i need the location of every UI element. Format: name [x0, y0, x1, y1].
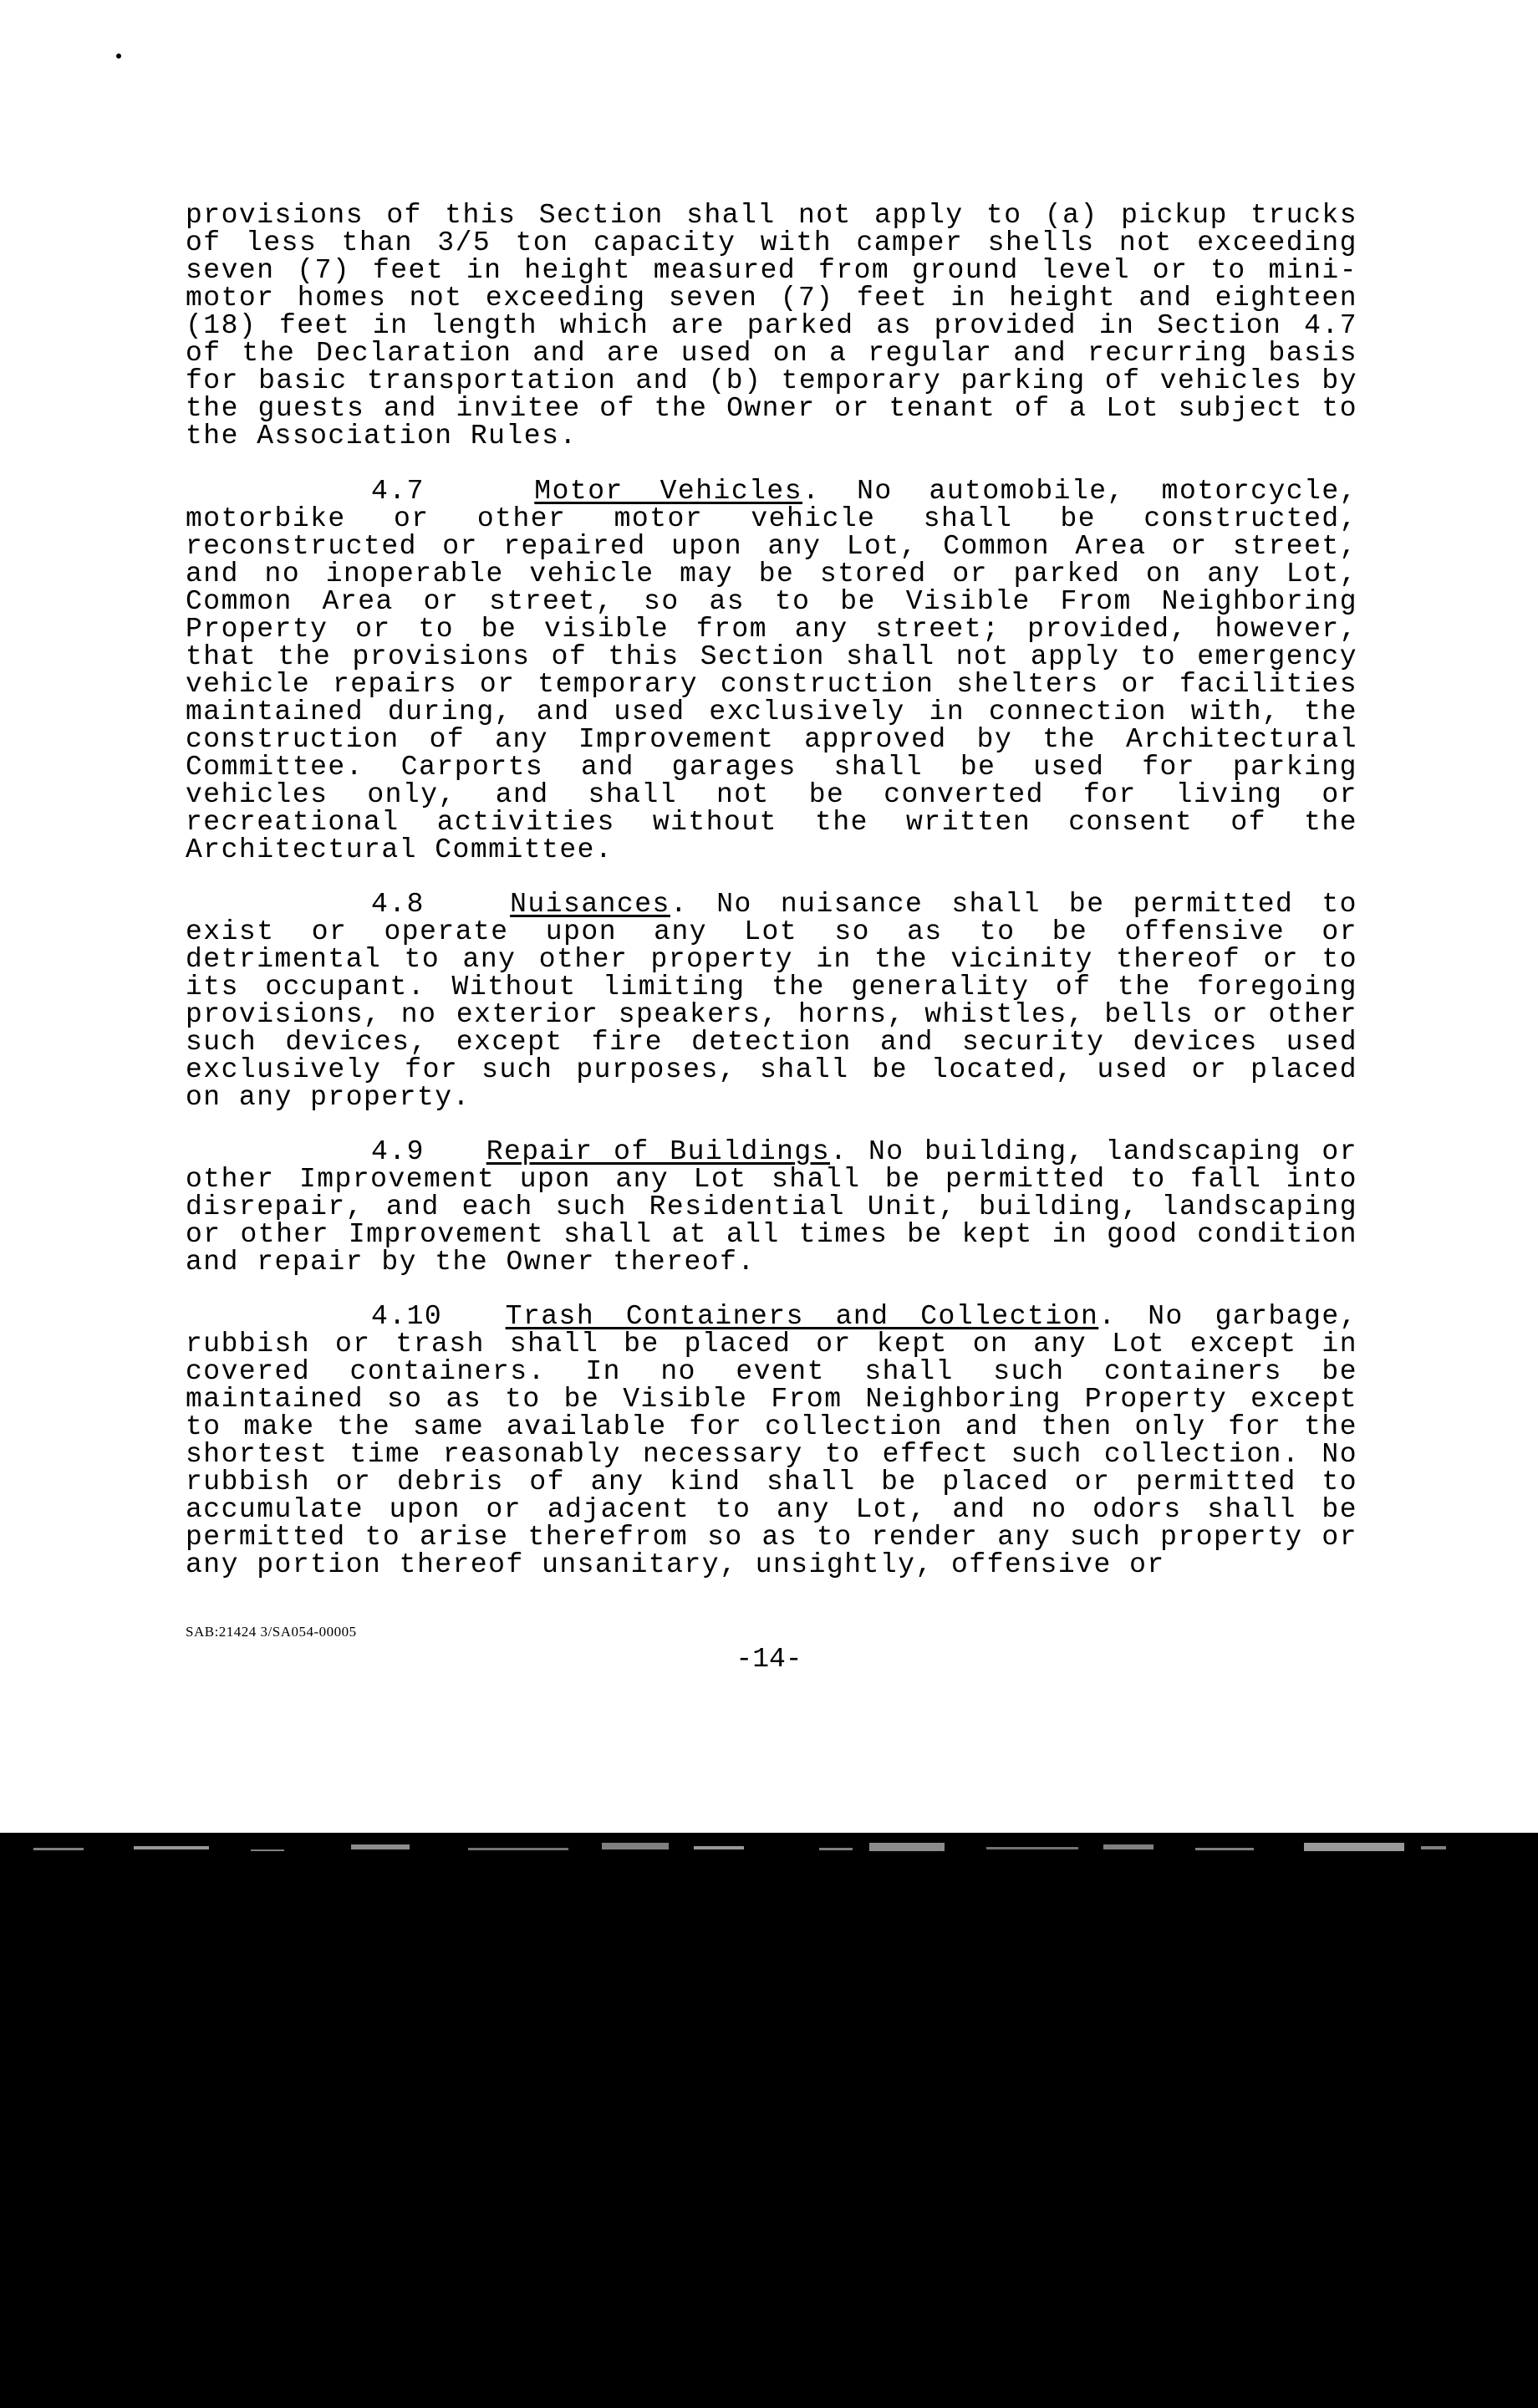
- section-heading: Motor Vehicles: [534, 476, 803, 507]
- paragraph-continuation: [186, 202, 1357, 450]
- section-text: . No automobile, motorcycle, motorbike or other motor vehicle shall be constructed, reconstructed or repaired upon any Lot, Common Area or street, and no inoperable vehicle may be stored or parked on any Lot, Common Area or street, so as to be Visible From Neighboring Property or to be visible from any street; provided, however, that the provisions of this Section shall not apply to emergency vehicle repairs or temporary construction shelters or facilities maintained during, and used exclusively in connection with, the construction of any Improvement approved by the Architectural Committee. Carports and garages shall be used for parking vehicles only, and shall not be converted for living or recreational activities without the written consent of the Architectural Committee.: [186, 476, 1357, 865]
- page-number: -14-: [736, 1644, 802, 1675]
- scan-black-band: [0, 1833, 1538, 2408]
- section-4-8: [186, 890, 1357, 1111]
- section-number: 4.7: [371, 476, 425, 507]
- section-heading: Repair of Buildings: [486, 1136, 831, 1167]
- scan-noise-strip: [0, 1833, 1538, 1866]
- section-number: 4.9: [371, 1136, 425, 1167]
- section-text: . No nuisance shall be permitted to exist or operate upon any Lot so as to be offensive or detrimental to any other property in the vicinity thereof or to its occupant. Without limiting the generality of the foregoing provisions, no exterior speakers, horns, whistles, bells or other such devices, except fire detection and security devices used exclusively for such purposes, shall be located, used or placed on any property.: [186, 889, 1357, 1113]
- section-number: 4.10: [371, 1301, 443, 1332]
- section-heading: Trash Containers and Collection: [505, 1301, 1099, 1332]
- document-code: SAB:21424 3/SA054-00005: [186, 1624, 357, 1640]
- document-body: [186, 202, 1357, 1605]
- section-text: . No garbage, rubbish or trash shall be placed or kept on any Lot except in covered containers. In no event shall such containers be maintained so as to be Visible From Neighboring Property except to make the same available for collection and then only for the shortest time reasonably necessary to effect such collection. No rubbish or debris of any kind shall be placed or permitted to accumulate upon or adjacent to any Lot, and no odors shall be permitted to arise therefrom so as to render any such property or any portion thereof unsanitary, unsightly, offensive or: [186, 1301, 1357, 1580]
- section-4-10: [186, 1303, 1357, 1579]
- section-4-7: [186, 477, 1357, 864]
- section-heading: Nuisances: [510, 889, 670, 920]
- section-number: 4.8: [371, 889, 425, 920]
- scan-speck: [116, 54, 121, 59]
- paragraph-text: provisions of this Section shall not apply to (a) pickup trucks of less than 3/5 ton capacity with camper shells not exceeding seven (7) feet in height measured from ground level or to mini-motor homes not exceeding seven (7) feet in height and eighteen (18) feet in length which are parked as provided in Section 4.7 of the Declaration and are used on a regular and recurring basis for basic transportation and (b) temporary parking of vehicles by the guests and invitee of the Owner or tenant of a Lot subject to the Association Rules.: [186, 200, 1357, 452]
- section-4-9: [186, 1138, 1357, 1276]
- section-text: . No building, landscaping or other Improvement upon any Lot shall be permitted to fall into disrepair, and each such Residential Unit, building, landscaping or other Improvement shall at all times be kept in good condition and repair by the Owner thereof.: [186, 1136, 1357, 1278]
